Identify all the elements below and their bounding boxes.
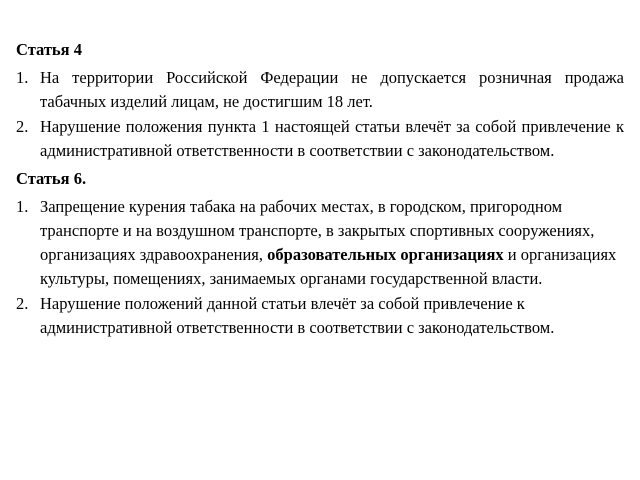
article-4-list [16,66,624,163]
list-item [16,115,624,163]
item-text-end: и организациях культуры, помещениях, занимаемых органами государственной власти. [40,245,617,288]
list-item [16,66,624,114]
article-6-list [16,195,624,340]
item-text: Нарушение положения пункта 1 настоящей статьи влечёт за собой привлечение к административной ответственности в соответствии с законодательством. [40,117,624,160]
item-text-start: Запрещение курения табака на рабочих местах, в городском, пригородном транспорте и на воздушном транспорте, в закрытых спортивных сооружениях, организациях здравоохранения, [40,197,595,264]
item-text: На территории Российской Федерации не допускается розничная продажа табачных изделий лицам, не достигшим 18 лет. [40,68,624,111]
item-text-bold: образовательных организациях [267,245,504,264]
item-number: 1. [16,197,29,216]
article-4-heading: Статья 4 [16,40,82,59]
list-item [16,195,624,291]
item-number: 2. [16,294,29,313]
item-text: Нарушение положений данной статьи влечёт за собой привлечение к административной ответственности в соответствии с законодательством. [40,294,555,337]
article-6-heading: Статья 6. [16,169,87,188]
document-body [16,38,624,344]
item-number: 2. [16,117,29,136]
list-item [16,292,624,340]
item-number: 1. [16,68,29,87]
